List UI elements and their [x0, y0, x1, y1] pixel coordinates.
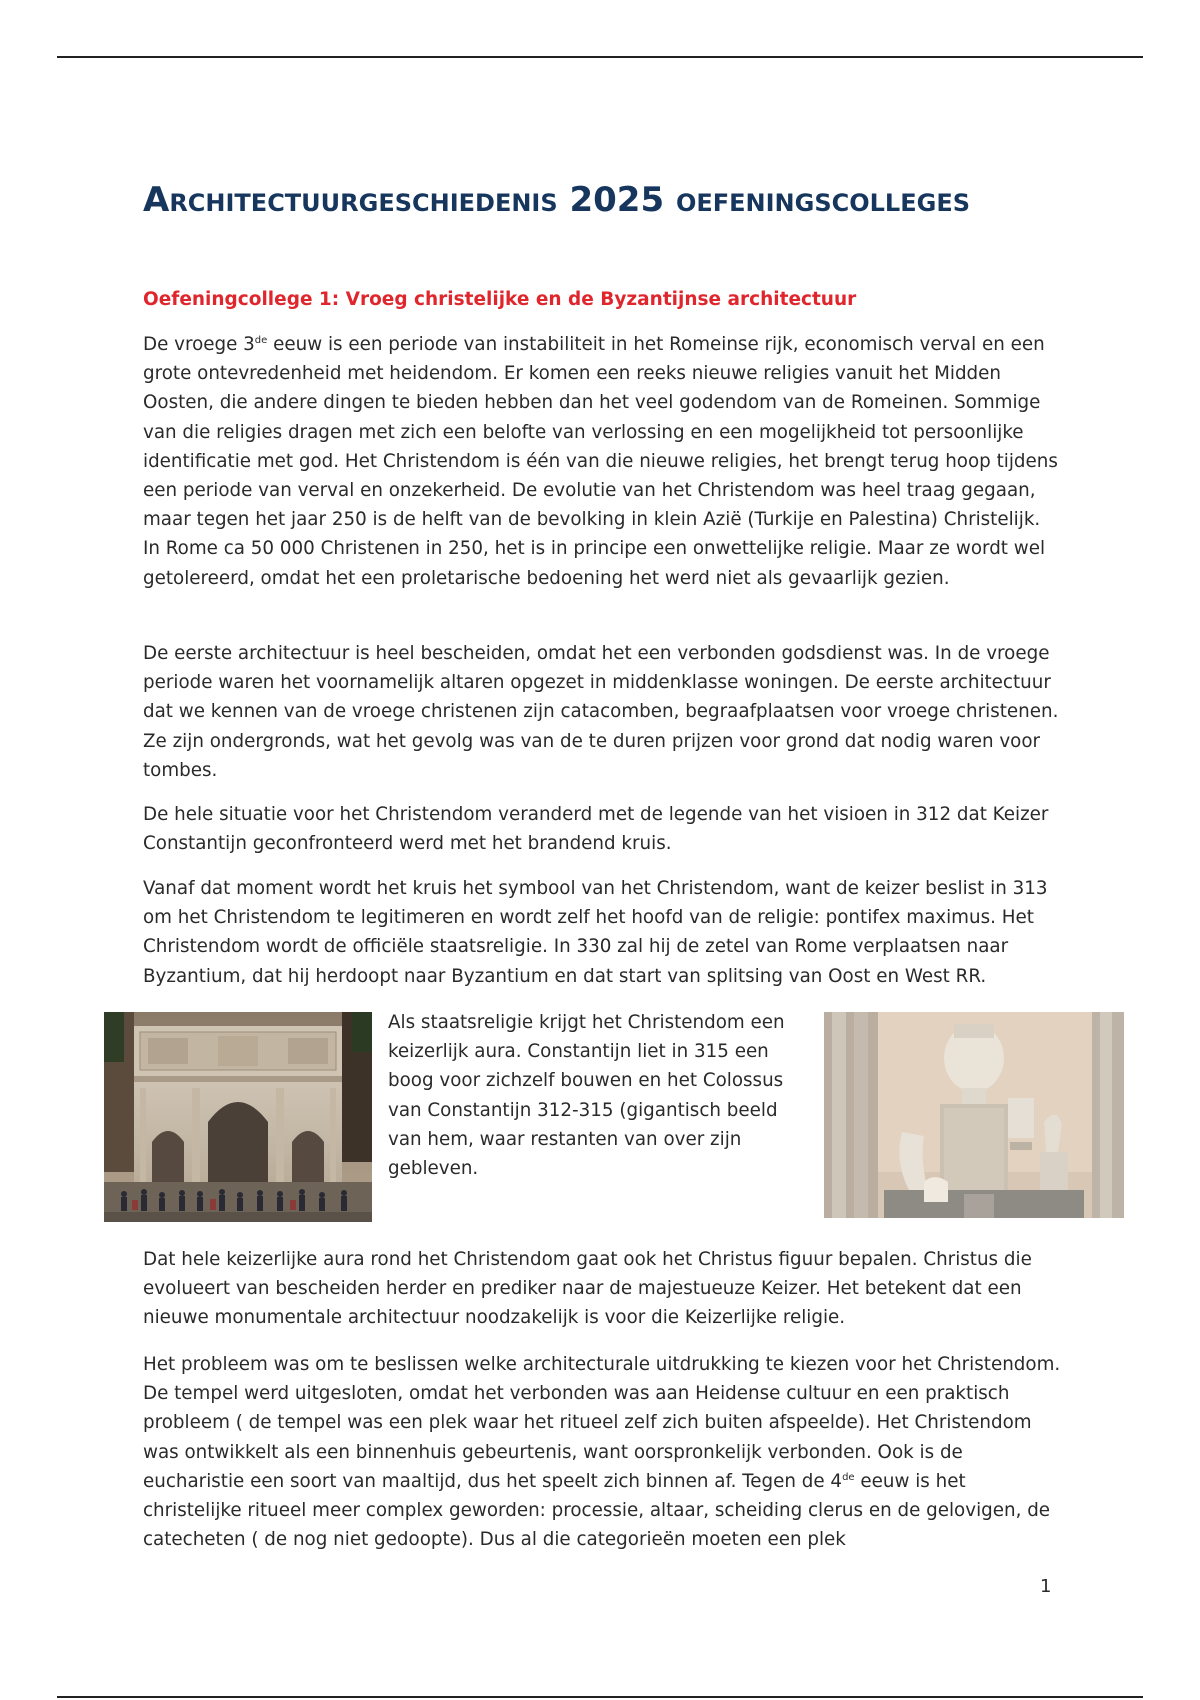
- page-number: 1: [1040, 1576, 1052, 1597]
- paragraph-architectural-expression: [143, 1350, 1063, 1554]
- footer-rule: [57, 1696, 1143, 1698]
- ordinal-suffix: de: [842, 1471, 855, 1483]
- paragraph-christ-figure: Dat hele keizerlijke aura rond het Christendom gaat ook het Christus figuur bepalen. Christus die evolueert van bescheiden herder en prediker naar de majestueuze Keizer. Het betekent dat een nieuwe monumentale architectuur noodzakelijk is voor die Keizerlijke religie.: [143, 1249, 1032, 1329]
- arch-of-constantine-photo: [104, 1012, 372, 1222]
- section-heading: Oefeningcollege 1: Vroeg christelijke en de Byzantijnse architectuur: [143, 289, 857, 310]
- paragraph-third-century: [143, 330, 1063, 593]
- ordinal-suffix: de: [254, 334, 268, 346]
- paragraph-first-architecture: De eerste architectuur is heel bescheiden, omdat het een verbonden godsdienst was. In de vroege periode waren het voornamelijk altaren opgezet in middenklasse woningen. De eerste architectuur dat we kennen van de vroege christenen zijn catacomben, begraafplaatsen voor vroege christenen. Ze zijn ondergronds, wat het gevolg was van de te duren prijzen voor grond dat nodig waren voor tombes.: [143, 643, 1059, 781]
- document-title: Architectuurgeschiedenis 2025 oefeningscolleges: [143, 180, 970, 220]
- header-rule: [57, 56, 1143, 58]
- paragraph-text: eeuw is het christelijke ritueel meer complex geworden: processie, altaar, scheiding clerus en de gelovigen, de catecheten ( de nog niet gedoopte). Dus al die categorieën moeten een plek: [143, 1470, 1051, 1551]
- paragraph-text: Het probleem was om te beslissen welke architecturale uitdrukking te kiezen voor het Christendom. De tempel werd uitgesloten, omdat het verbonden was aan Heidense cultuur en een praktisch probleem ( de tempel was een plek waar het ritueel zelf zich buiten afspeelde). Het Christendom was ontwikkelt als een binnenhuis gebeurtenis, want oorspronkelijk verbonden. Ook is de eucharistie een soort van maaltijd, dus het speelt zich binnen af. Tegen de 4: [143, 1354, 1061, 1492]
- paragraph-state-religion: Vanaf dat moment wordt het kruis het symbool van het Christendom, want de keizer beslist in 313 om het Christendom te legitimeren en wordt zelf het hoofd van de religie: pontifex maximus. Het Christendom wordt de officiële staatsreligie. In 330 zal hij de zetel van Rome verplaatsen naar Byzantium, dat hij herdoopt naar Byzantium en dat start van splitsing van Oost en West RR.: [143, 878, 1048, 987]
- paragraph-imperial-aura: Als staatsreligie krijgt het Christendom een keizerlijk aura. Constantijn liet in 315 een boog voor zichzelf bouwen en het Colossus van Constantijn 312-315 (gigantisch beeld van hem, waar restanten van over zijn gebleven.: [388, 1012, 785, 1180]
- colossus-of-constantine-photo: [824, 1012, 1124, 1218]
- paragraph-text: eeuw is een periode van instabiliteit in het Romeinse rijk, economisch verval en een grote ontevredenheid met heidendom. Er komen een reeks nieuwe religies vanuit het Midden Oosten, die andere dingen te bieden hebben dan het veel godendom van de Romeinen. Sommige van die religies dragen met zich een belofte van verlossing en een mogelijkheid tot persoonlijke identificatie met god. Het Christendom is één van die nieuwe religies, het brengt terug hoop tijdens een periode van verval en onzekerheid. De evolutie van het Christendom was heel traag gegaan, maar tegen het jaar 250 is de helft van de bevolking in klein Azië (Turkije en Palestina) Christelijk. In Rome ca 50 000 Christenen in 250, het is in principe een onwettelijke religie. Maar ze wordt wel getolereerd, omdat het een proletarische bedoening het werd niet als gevaarlijk gezien.: [143, 334, 1058, 589]
- paragraph-vision-312: De hele situatie voor het Christendom veranderd met de legende van het visioen in 312 dat Keizer Constantijn geconfronteerd werd met het brandend kruis.: [143, 804, 1049, 855]
- paragraph-text: De vroege 3: [143, 334, 255, 355]
